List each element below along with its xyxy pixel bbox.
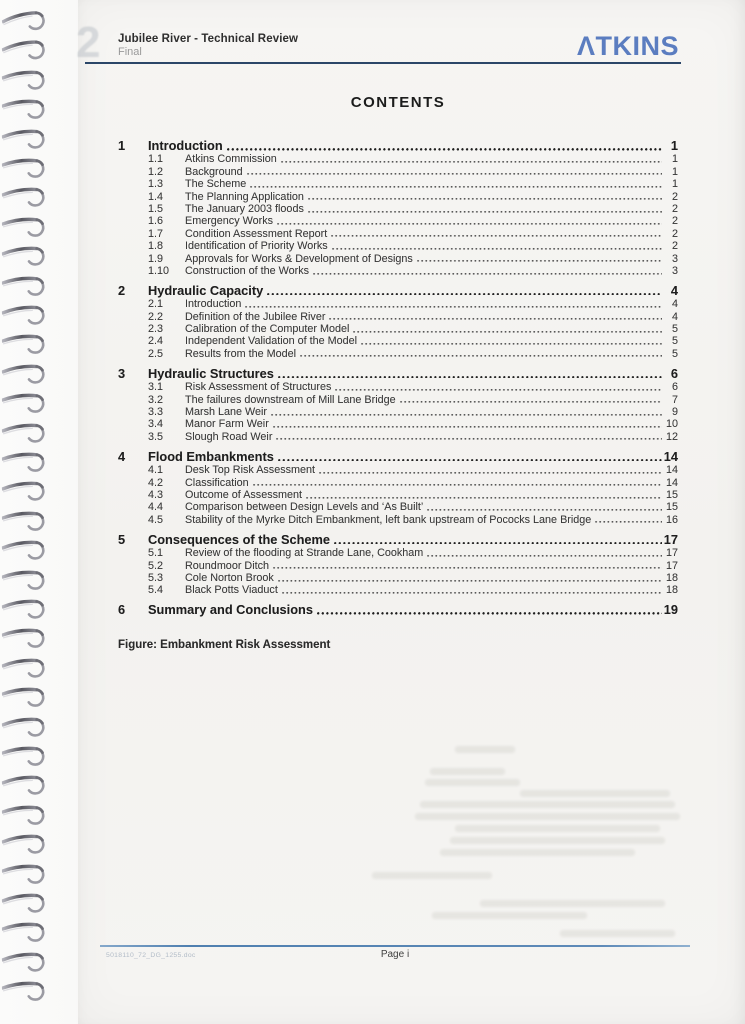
dot-leader [313,265,662,275]
document-status: Final [118,46,142,58]
toc-subsection-row [118,227,678,239]
toc-subsection-row [118,513,678,525]
bleedthrough-line [432,912,587,919]
spiral-coil [1,268,58,300]
toc-entry-number: 2.3 [148,323,164,336]
spiral-coil [1,414,59,448]
toc-entry-number: 6 [118,602,126,618]
figure-note: Figure: Embankment Risk Assessment [118,639,331,652]
dot-leader [308,190,662,200]
toc-entry-number: 4.3 [148,488,164,501]
footer-page-number: Page i [380,949,410,960]
bleedthrough-line [415,813,680,820]
toc-entry-number: 5 [118,531,126,547]
toc-entry-page: 3 [671,264,678,277]
spiral-coil [1,178,59,212]
toc-entry-number: 3.2 [148,393,164,406]
toc-entry-title: Definition of the Jubilee River [185,310,326,323]
dot-leader [276,430,662,440]
toc-entry-title: Outcome of Assessment [185,488,303,501]
bleedthrough-line [420,801,675,808]
dot-leader [278,572,662,582]
toc-entry-title: Risk Assessment of Structures [185,381,332,394]
toc-entry-title: Approvals for Works & Development of Designs [185,252,413,265]
toc-entry-page: 12 [665,430,678,443]
spiral-coil [1,973,58,1005]
toc-entry-page: 2 [671,215,678,228]
toc-entry-page: 17 [665,547,678,560]
toc-entry-title: Identification of Priority Works [185,240,328,253]
dot-leader [334,531,662,545]
dot-leader [361,335,662,345]
dot-leader [331,227,662,237]
toc-entry-title: Flood Embankments [148,448,274,464]
toc-subsection-row [118,476,678,488]
spiral-coil [1,825,59,859]
toc-subsection-row [118,203,678,215]
spiral-coil [1,326,58,358]
page-header [118,31,679,61]
dot-leader [400,393,662,403]
contents-heading: CONTENTS [350,94,446,111]
page-footer [100,945,690,960]
toc-entry-page: 1 [671,165,678,178]
toc-subsection-row [118,347,678,359]
toc-entry-title: Classification [185,476,249,489]
footer-filename: 5018110_72_DG_1255.doc [106,952,196,959]
toc-entry-number: 5.3 [148,571,164,584]
dot-leader [306,489,662,499]
bleedthrough-line [560,930,675,937]
toc-entry-number: 2.2 [148,310,164,323]
toc-entry-title: Introduction [185,298,242,311]
toc-subsection-row [118,489,678,501]
dot-leader [595,513,662,523]
bleedthrough-numeral: 2 [76,18,101,67]
toc-subsection-row [118,547,678,559]
dot-leader [282,584,662,594]
spiral-coil [1,590,59,624]
toc-subsection-row [118,215,678,227]
toc-entry-number: 1.5 [148,202,164,215]
toc-subsection-row [118,240,678,252]
dot-leader [329,310,662,320]
toc-entry-title: Black Potts Viaduct [185,584,278,597]
spiral-coil [1,296,59,330]
toc [118,137,678,617]
dot-leader [308,203,662,213]
dot-leader [273,418,662,428]
bleedthrough-line [450,837,665,844]
toc-entry-title: Stability of the Myrke Ditch Embankment, left bank upstream of Pococks Lane Bridge [185,513,592,526]
toc-entry-page: 14 [665,464,678,477]
toc-entry-title: Slough Road Weir [185,430,273,443]
dot-leader [300,347,662,357]
toc-entry-title: Atkins Commission [185,153,277,166]
spiral-coil [1,649,59,683]
toc-entry-title: Marsh Lane Weir [185,406,268,419]
bleedthrough-line [520,790,670,797]
toc-entry-number: 3.1 [148,381,164,394]
spiral-coil [1,914,58,946]
toc-entry-page: 4 [670,282,678,298]
toc-subsection-row [118,393,678,405]
dot-leader [427,501,662,511]
dot-leader [335,381,662,391]
spiral-binding [0,0,78,1024]
toc-entry-page: 17 [665,559,678,572]
toc-subsection-row [118,335,678,347]
toc-entry-number: 1.6 [148,215,164,228]
toc-subsection-row [118,418,678,430]
toc-entry-page: 5 [671,323,678,336]
toc-section-row [118,282,678,298]
toc-subsection-row [118,252,678,264]
dot-leader [267,282,662,296]
toc-entry-title: Roundmoor Ditch [185,559,270,572]
toc-entry-title: The January 2003 floods [185,202,304,215]
toc-entry-page: 2 [671,190,678,203]
toc-entry-page: 2 [671,240,678,253]
spiral-coil [1,209,58,241]
spiral-coil [1,61,59,95]
dot-leader [281,153,662,163]
toc-subsection-row [118,323,678,335]
toc-entry-number: 1.7 [148,227,164,240]
toc-section-row [118,365,678,381]
toc-entry-title: Review of the flooding at Strande Lane, Cookham [185,547,424,560]
spiral-coil [1,884,59,918]
toc-entry-page: 4 [671,298,678,311]
toc-entry-number: 1.3 [148,178,164,191]
dot-leader [227,137,662,151]
toc-entry-number: 5.1 [148,547,164,560]
toc-entry-number: 2.5 [148,347,164,360]
dot-leader [250,178,662,188]
spiral-coil [1,385,58,417]
toc-subsection-row [118,165,678,177]
toc-section-row [118,601,678,617]
toc-entry-title: Results from the Model [185,347,297,360]
toc-entry-page: 16 [665,513,678,526]
toc-entry-page: 7 [671,393,678,406]
toc-entry-page: 6 [670,365,678,381]
toc-entry-number: 1.2 [148,165,164,178]
spiral-coil [1,562,58,594]
dot-leader [417,252,662,262]
toc-entry-number: 2.4 [148,335,164,348]
spiral-coil [1,120,59,154]
bleedthrough-line [440,849,635,856]
toc-entry-number: 3.4 [148,418,164,431]
toc-entry-page: 2 [671,227,678,240]
spiral-coil [1,856,58,888]
atkins-logo: ΛTKINS [576,31,679,61]
toc-entry-number: 5.2 [148,559,164,572]
toc-entry-page: 3 [671,252,678,265]
spiral-coil [1,797,58,829]
toc-subsection-row [118,430,678,442]
toc-entry-title: Hydraulic Structures [148,365,274,381]
toc-entry-title: Emergency Works [185,215,273,228]
toc-entry-number: 5.4 [148,584,164,597]
dot-leader [317,601,662,615]
spiral-coil [1,472,59,506]
dot-leader [332,240,662,250]
toc-entry-page: 5 [671,347,678,360]
toc-subsection-row [118,178,678,190]
header-left [118,33,298,58]
toc-entry-title: Consequences of the Scheme [148,531,331,547]
dot-leader [278,365,662,379]
spiral-coil [1,708,59,742]
toc-entry-page: 10 [665,418,678,431]
toc-entry-number: 2 [118,282,126,298]
toc-subsection-row [118,298,678,310]
toc-entry-number: 4.1 [148,464,164,477]
toc-entry-title: The Planning Application [185,190,304,203]
dot-leader [353,323,662,333]
toc-subsection-row [118,265,678,277]
toc-section-row [118,137,678,153]
toc-entry-title: Calibration of the Computer Model [185,323,350,336]
toc-subsection-row [118,190,678,202]
toc-entry-page: 6 [671,381,678,394]
toc-entry-title: Hydraulic Capacity [148,282,264,298]
toc-subsection-row [118,406,678,418]
dot-leader [319,464,662,474]
toc-entry-page: 1 [671,153,678,166]
footer-row [100,949,690,960]
toc-section-row [118,448,678,464]
toc-entry-number: 2.1 [148,298,164,311]
spiral-coil [1,91,58,123]
toc-entry-title: Comparison between Design Levels and ‘As Built’ [185,501,424,514]
toc-entry-title: Independent Validation of the Model [185,335,358,348]
toc-entry-page: 14 [663,448,678,464]
toc-entry-title: The failures downstream of Mill Lane Bridge [185,393,396,406]
toc-entry-page: 4 [671,310,678,323]
toc-entry-page: 15 [665,488,678,501]
toc-entry-page: 1 [670,138,678,153]
bleedthrough-line [455,746,515,753]
dot-leader [273,559,662,569]
dot-leader [278,448,662,462]
bleedthrough-line [425,779,520,786]
toc-subsection-row [118,584,678,596]
spiral-coil [1,943,59,977]
toc-entry-title: Introduction [148,138,223,153]
toc-entry-number: 1.1 [148,153,164,166]
page [78,0,745,1024]
dot-leader [277,215,662,225]
dot-leader [245,298,662,308]
toc-entry-page: 9 [671,406,678,419]
toc-entry-page: 5 [671,335,678,348]
spiral-coil [1,620,58,652]
header-rule [85,62,681,64]
bleedthrough-line [480,900,665,907]
document-title: Jubilee River - Technical Review [118,33,299,45]
toc-entry-title: Condition Assessment Report [185,227,328,240]
toc-entry-number: 1.10 [148,264,170,277]
dot-leader [271,406,662,416]
toc-entry-title: Desk Top Risk Assessment [185,464,316,477]
spiral-coil [1,150,58,182]
toc-subsection-row [118,559,678,571]
toc-entry-number: 1 [118,138,126,153]
toc-entry-number: 4 [118,448,126,464]
toc-subsection-row [118,501,678,513]
dot-leader [427,547,662,557]
toc-entry-page: 1 [671,178,678,191]
toc-entry-number: 4.5 [148,513,164,526]
dot-leader [247,165,662,175]
toc-entry-number: 1.4 [148,190,164,203]
toc-entry-title: Cole Norton Brook [185,571,274,584]
spiral-coil [1,355,59,389]
toc-subsection-row [118,381,678,393]
toc-entry-title: The Scheme [185,178,247,191]
toc-subsection-row [118,153,678,165]
toc-entry-number: 4.4 [148,501,164,514]
toc-section-row [118,531,678,547]
bleedthrough-line [455,825,660,832]
toc-entry-page: 18 [665,571,678,584]
toc-subsection-row [118,464,678,476]
bleedthrough-line [430,768,505,775]
toc-entry-title: Background [185,165,243,178]
toc-entry-title: Construction of the Works [185,264,310,277]
toc-entry-number: 3.3 [148,406,164,419]
dot-leader [253,476,662,486]
toc-entry-title: Manor Farm Weir [185,418,269,431]
spiral-coil [1,503,58,535]
toc-entry-title: Summary and Conclusions [148,602,313,618]
toc-entry-page: 2 [671,202,678,215]
spiral-coil [1,766,59,800]
toc-entry-page: 17 [663,531,678,547]
spiral-coil [1,738,58,770]
toc-entry-number: 3 [118,365,126,381]
toc-subsection-row [118,310,678,322]
toc-entry-page: 18 [665,584,678,597]
spiral-coil [1,237,59,271]
footer-rule [100,945,690,947]
spiral-coil [1,679,58,711]
toc-entry-number: 1.8 [148,240,164,253]
toc-entry-number: 1.9 [148,252,164,265]
toc-entry-page: 14 [665,476,678,489]
toc-subsection-row [118,572,678,584]
spiral-coil [1,531,59,565]
toc-entry-number: 3.5 [148,430,164,443]
toc-entry-page: 19 [663,602,678,618]
bleedthrough-line [372,872,492,879]
toc-entry-number: 4.2 [148,476,164,489]
toc-entry-page: 15 [665,501,678,514]
spiral-coil [1,444,58,476]
